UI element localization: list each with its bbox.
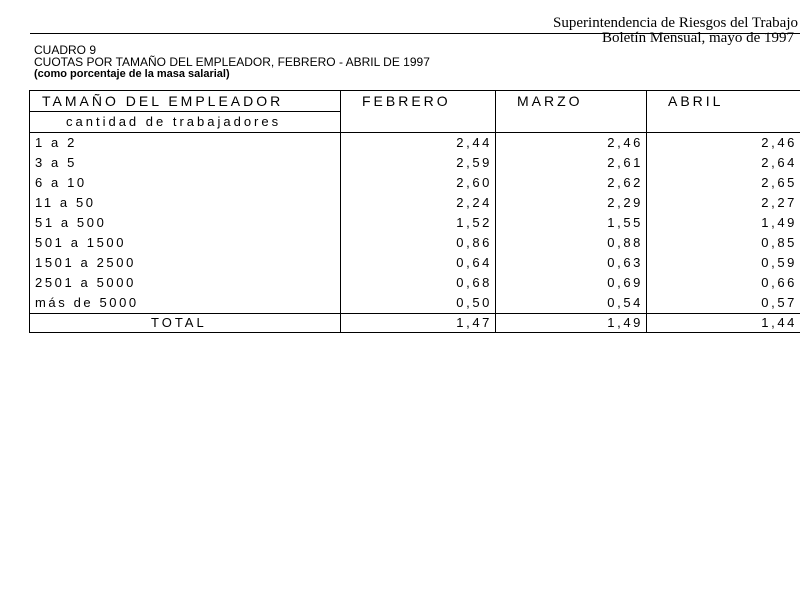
table-number: CUADRO 9 [34,43,97,57]
row-label: 2501 a 5000 [30,273,341,293]
february-value: 2,44 [341,133,496,154]
table-header-row [30,91,800,112]
table-row [30,293,800,314]
table-body [30,133,800,333]
april-value: 0,59 [647,253,800,273]
april-value: 0,57 [647,293,800,314]
report-header [498,16,798,46]
column-header-size: TAMAÑO DEL EMPLEADOR [30,91,341,112]
column-header-february: FEBRERO [341,91,496,133]
row-label: 1 a 2 [30,133,341,154]
row-label: 1501 a 2500 [30,253,341,273]
organization-name: Superintendencia de Riesgos del Trabajo [553,15,798,31]
april-value: 2,64 [647,153,800,173]
february-value: 0,50 [341,293,496,314]
table-row [30,273,800,293]
march-value: 0,63 [496,253,647,273]
total-row [30,314,800,333]
table-subtitle: (como porcentaje de la masa salarial) [34,68,230,80]
row-label: más de 5000 [30,293,341,314]
column-header-april: ABRIL [647,91,800,133]
march-value: 0,88 [496,233,647,253]
february-value: 0,86 [341,233,496,253]
table-row [30,193,800,213]
march-value: 2,29 [496,193,647,213]
total-label: TOTAL [30,314,341,333]
april-value: 2,27 [647,193,800,213]
april-value: 2,65 [647,173,800,193]
table-row [30,233,800,253]
april-value: 2,46 [647,133,800,154]
march-value: 1,55 [496,213,647,233]
header-rule [30,33,800,34]
march-value: 2,46 [496,133,647,154]
table-row [30,253,800,273]
table-row [30,213,800,233]
february-value: 1,47 [341,314,496,333]
table-title: CUOTAS POR TAMAÑO DEL EMPLEADOR, FEBRERO - ABRIL DE 1997 [34,55,430,69]
column-header-march: MARZO [496,91,647,133]
table-row [30,173,800,193]
february-value: 0,64 [341,253,496,273]
february-value: 2,60 [341,173,496,193]
february-value: 2,24 [341,193,496,213]
table-row [30,153,800,173]
march-value: 0,54 [496,293,647,314]
february-value: 1,52 [341,213,496,233]
march-value: 1,49 [496,314,647,333]
row-label: 11 a 50 [30,193,341,213]
row-label: 501 a 1500 [30,233,341,253]
column-subheader-workers: cantidad de trabajadores [30,112,341,133]
table-row [30,133,800,154]
february-value: 2,59 [341,153,496,173]
april-value: 0,66 [647,273,800,293]
april-value: 1,49 [647,213,800,233]
row-label: 6 a 10 [30,173,341,193]
april-value: 1,44 [647,314,800,333]
march-value: 2,61 [496,153,647,173]
april-value: 0,85 [647,233,800,253]
bulletin-date: Boletín Mensual, mayo de 1997 [601,30,794,46]
march-value: 2,62 [496,173,647,193]
row-label: 3 a 5 [30,153,341,173]
march-value: 0,69 [496,273,647,293]
february-value: 0,68 [341,273,496,293]
quota-table [29,90,800,333]
table-caption [34,44,430,80]
row-label: 51 a 500 [30,213,341,233]
